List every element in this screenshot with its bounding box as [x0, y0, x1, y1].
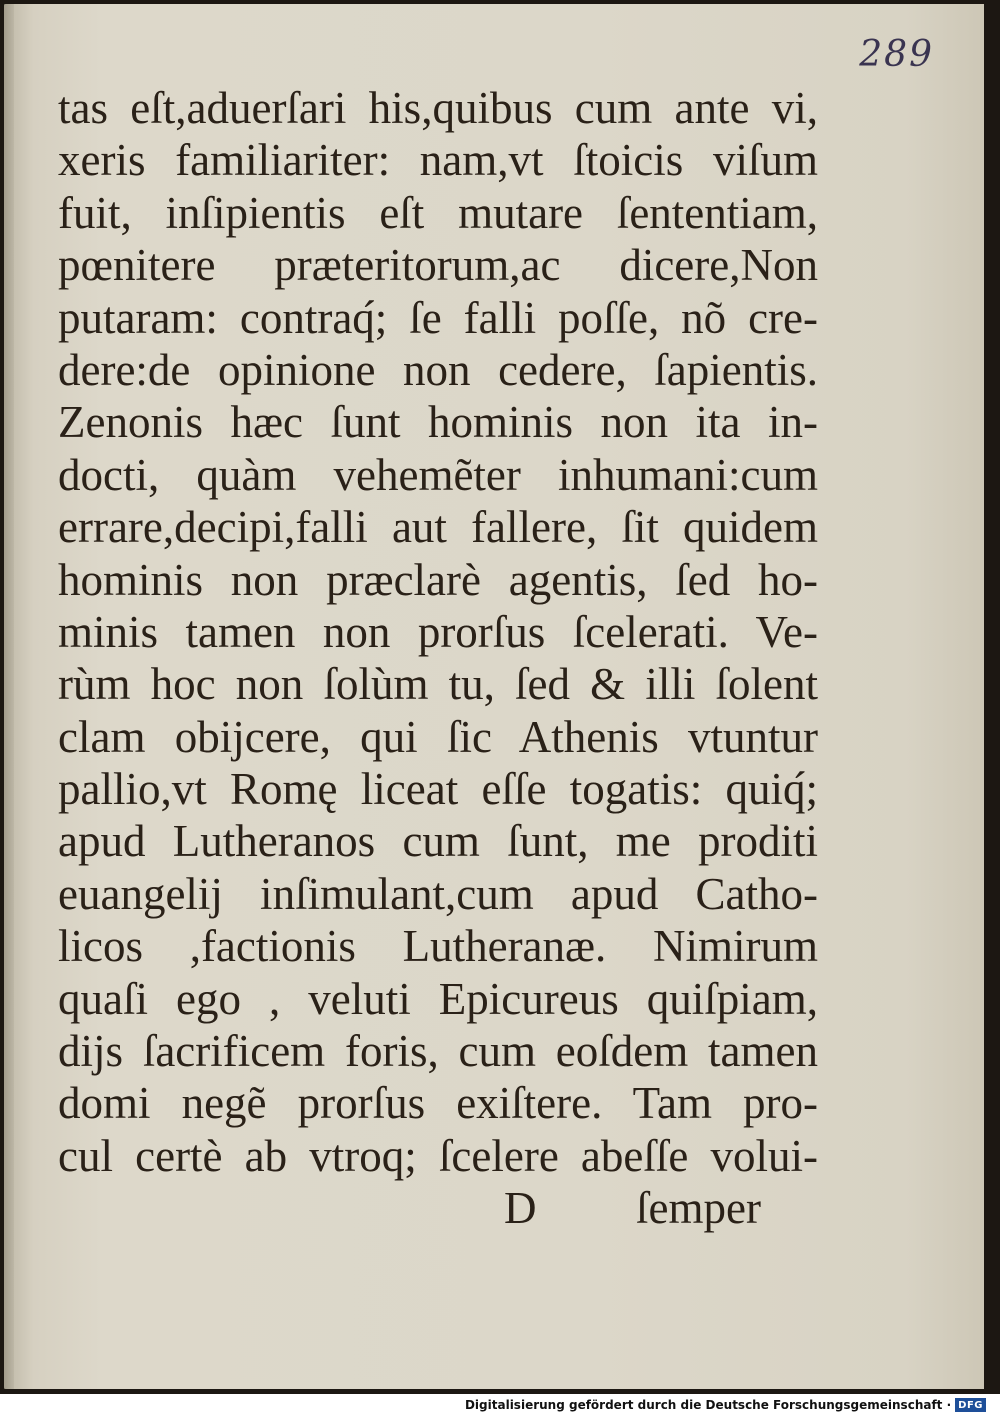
catchword: ſemper [636, 1183, 761, 1234]
text-line: docti, quàm vehemẽter inhumani:cum [58, 449, 818, 500]
text-line: fuit, inſipientis eſt mutare ſententiam, [58, 187, 818, 238]
footer-text: Digitalisierung gefördert durch die Deutsche Forschungsgemeinschaft · [464, 1398, 952, 1412]
book-page [4, 4, 984, 1389]
text-line: apud Lutheranos cum ſunt, me proditi [58, 816, 818, 867]
footer-credit [465, 1397, 986, 1413]
text-line: clam obijcere, qui ſic Athenis vtuntur [58, 711, 818, 762]
text-line: dere:de opinione non cedere, ſapientis. [58, 344, 818, 395]
text-line: domi negẽ prorſus exiſtere. Tam pro- [58, 1078, 818, 1129]
text-line: licos ,factionis Lutheranæ. Nimirum [58, 921, 818, 972]
text-line: quaſi ego , veluti Epicureus quiſpiam, [58, 973, 818, 1024]
text-line: cul certè ab vtroq; ſcelere abeſſe volui- [58, 1130, 818, 1181]
text-line: rùm hoc non ſolùm tu, ſed & illi ſolent [58, 659, 818, 710]
text-line: tas eſt,aduerſari his,quibus cum ante vi, [58, 83, 818, 133]
text-line: errare,decipi,falli aut fallere, ſit quidem [58, 502, 818, 553]
text-line: Zenonis hæc ſunt hominis non ita in- [58, 397, 818, 448]
text-line: pallio,vt Romę liceat eſſe togatis: quiq́; [58, 764, 818, 815]
text-line: hominis non præclarè agentis, ſed ho- [58, 554, 818, 605]
text-block [58, 82, 818, 1238]
catchword-row [58, 1182, 818, 1238]
dfg-logo-icon: DFG [955, 1398, 986, 1412]
text-line: minis tamen non prorſus ſcelerati. Ve- [58, 606, 818, 657]
text-line: putaram: contraq́; ſe falli poſſe, nõ cre- [58, 292, 818, 343]
text-line: dijs ſacrificem foris, cum eoſdem tamen [58, 1026, 818, 1077]
text-line: euangelij inſimulant,cum apud Catho- [58, 868, 818, 919]
signature-mark: D [504, 1183, 537, 1234]
page-number: 289 [859, 34, 934, 75]
text-line: pœnitere præteritorum,ac dicere,Non [58, 240, 818, 291]
text-line: xeris familiariter: nam,vt ſtoicis viſum [58, 135, 818, 186]
